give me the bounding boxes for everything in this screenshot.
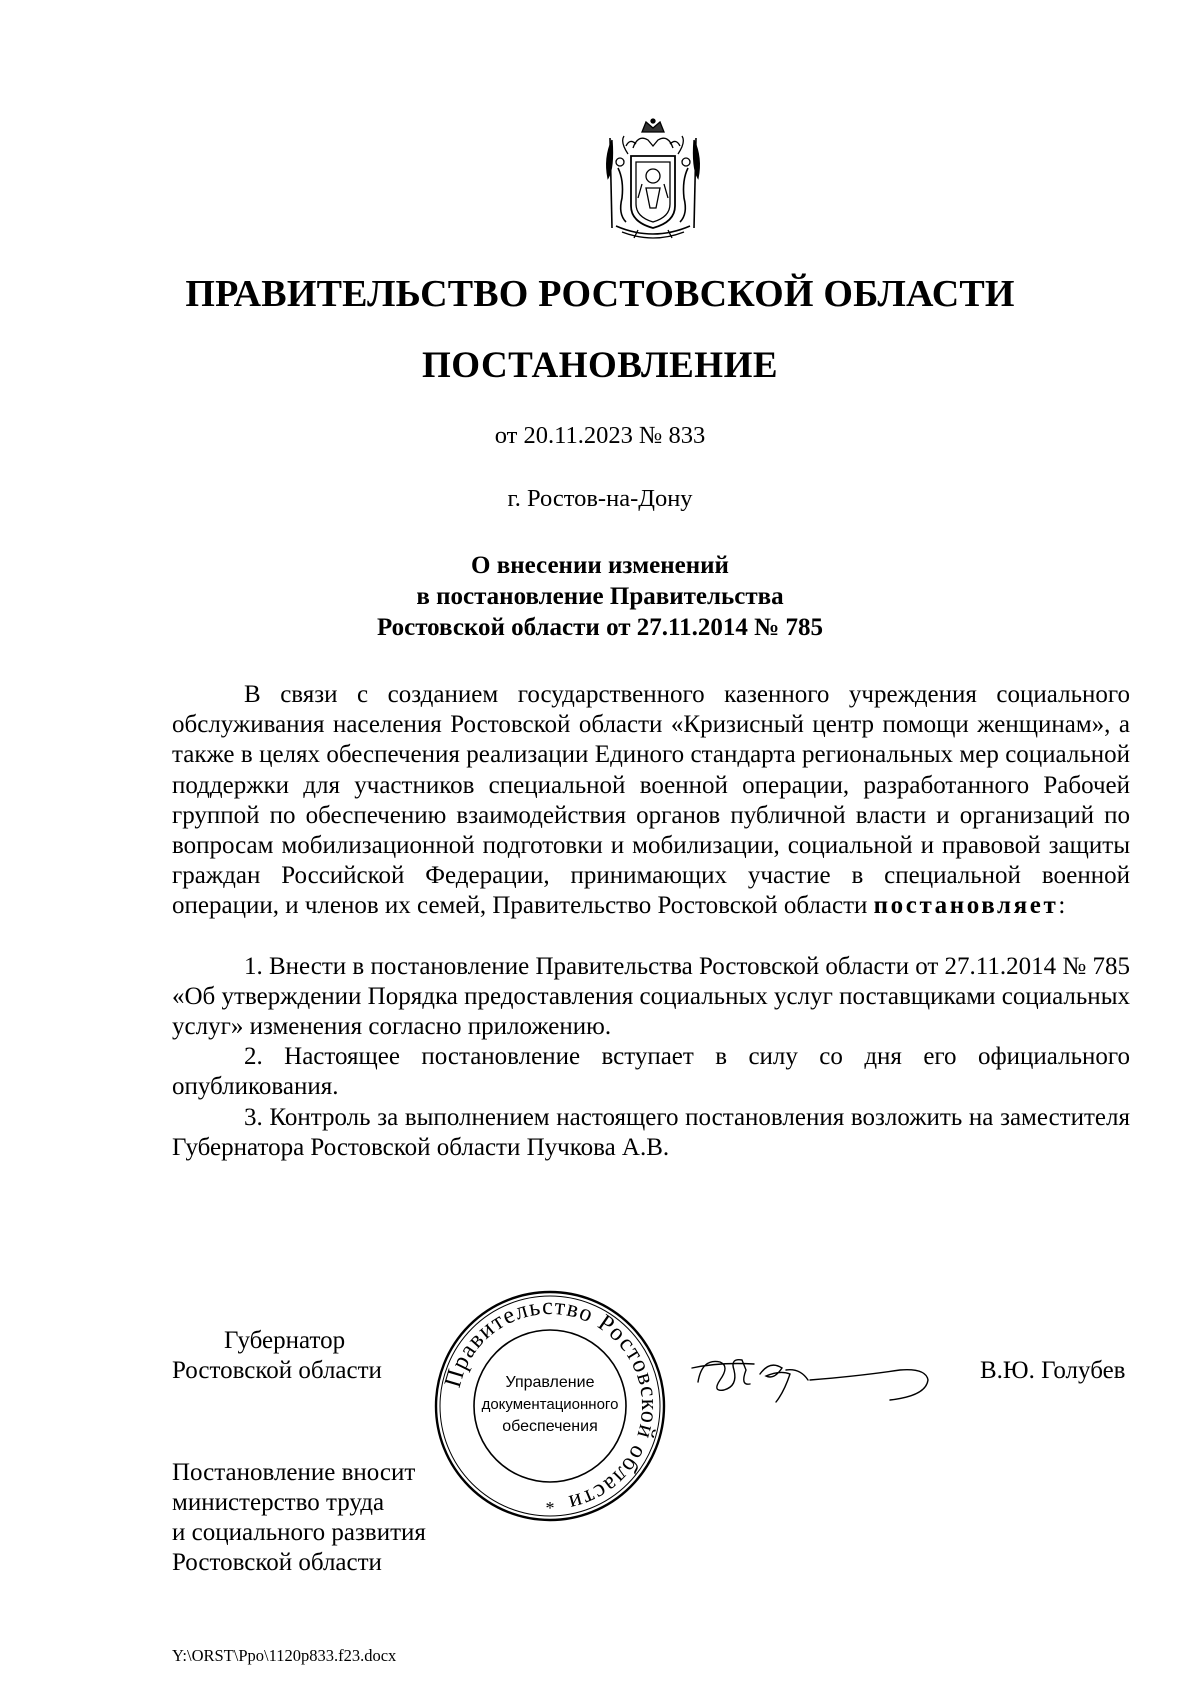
city: г. Ростов-на-Дону (507, 485, 693, 512)
preamble-colon: : (1058, 892, 1066, 920)
coat-of-arms-icon (598, 118, 708, 243)
title-line: Ростовской области от 27.11.2014 № 785 (376, 614, 824, 641)
submitted-by (172, 1458, 426, 1578)
stamp-inner-line: обеспечения (502, 1418, 598, 1435)
date-number: от 20.11.2023 № 833 (494, 422, 706, 449)
submitted-by-line: Постановление вносит (172, 1459, 416, 1486)
item-paragraph: 3. Контроль за выполнением настоящего постановления возложить на заместителя Губернатора Ростовской области Пучкова А.В. (172, 1103, 1130, 1161)
document-type: ПОСТАНОВЛЕНИЕ (421, 345, 779, 386)
file-path-footer: Y:\ORST\Ppo\1120p833.f23.docx (172, 1646, 397, 1665)
item-paragraph: 2. Настоящее постановление вступает в силу со дня его официального опубликования. (172, 1043, 1130, 1101)
preamble-text: В связи с созданием государственного казенного учреждения социального обслуживания населения Ростовской области «Кризисный центр помощи женщинам», а также в целях обеспечения реализации Единого стандарта региональных мер социальной поддержки для участников специальной военной операции, разработанного Рабочей группой по обеспечению взаимодействия органов публичной власти и организаций по вопросам мобилизационной подготовки и мобилизации, социальной и правовой защиты граждан Российской Федерации, принимающих участие в специальной военной операции, и членов их семей, Правительство Ростовской области (172, 681, 1130, 920)
stamp-outer-text: Правительство Ростовской области (439, 1293, 663, 1517)
handwritten-signature-icon (690, 1340, 940, 1415)
submitted-by-line: и социального развития (172, 1519, 426, 1546)
stamp-star: * (545, 1498, 555, 1518)
submitted-by-line: министерство труда (172, 1489, 385, 1516)
organization-title: ПРАВИТЕЛЬСТВО РОСТОВСКОЙ ОБЛАСТИ (185, 273, 1015, 315)
document-title (0, 550, 1200, 643)
submitted-by-line: Ростовской области (172, 1549, 382, 1576)
signer-position-line1: Губернатор (224, 1327, 346, 1354)
preamble-verb: постановляет (873, 892, 1059, 920)
signer-name: В.Ю. Голубев (980, 1357, 1126, 1384)
title-line: в постановление Правительства (416, 583, 784, 610)
official-stamp (432, 1288, 668, 1524)
preamble-paragraph (172, 680, 1130, 922)
stamp-inner-line: Управление (505, 1374, 595, 1391)
title-line: О внесении изменений (471, 552, 729, 579)
document-body (172, 680, 1130, 1163)
stamp-inner-line: документационного (481, 1396, 619, 1413)
item-paragraph: 1. Внести в постановление Правительства Ростовской области от 27.11.2014 № 785 «Об утверждении Порядка предоставления социальных услуг поставщиками социальных услуг» изменения согласно приложению. (172, 952, 1130, 1041)
signer-position-line2: Ростовской области (172, 1357, 382, 1384)
